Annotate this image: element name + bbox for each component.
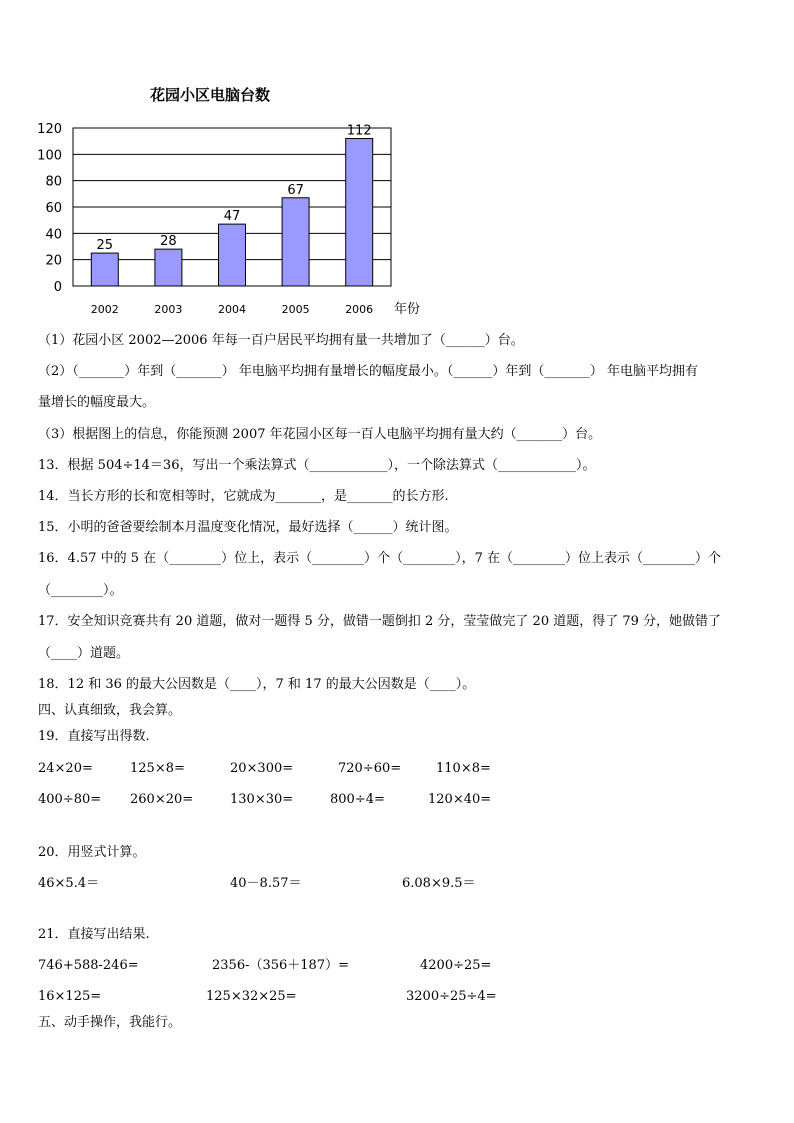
x-tick-label: 2004 xyxy=(218,303,246,316)
x-tick-label: 2002 xyxy=(90,303,119,316)
q19-item: 125×8= xyxy=(130,761,185,776)
bar xyxy=(346,139,373,286)
q19-item: 24×20= xyxy=(38,761,93,776)
question-16-line-1: 16．4.57 中的 5 在（________）位上，表示（________）个（________），7 在（________）位上表示（________）个 xyxy=(38,551,722,566)
question-13: 13．根据 504÷14＝36，写出一个乘法算式（____________），一个除法算式（____________）。 xyxy=(38,458,596,473)
data-label: 112 xyxy=(346,123,372,139)
x-axis-label: 年份 xyxy=(394,302,421,317)
question-20: 20．用竖式计算。 xyxy=(38,845,146,860)
data-label: 67 xyxy=(287,182,304,198)
q21-item: 2356-（356＋187）= xyxy=(212,958,349,973)
q21-item: 746+588-246= xyxy=(38,958,139,973)
data-label: 25 xyxy=(96,238,114,254)
q19-item: 130×30= xyxy=(230,792,294,807)
question-17-line-1: 17．安全知识竞赛共有 20 道题，做对一题得 5 分，做错一题倒扣 2 分，莹莹做完了 20 道题，得了 79 分，她做错了 xyxy=(38,614,722,629)
bar xyxy=(155,249,182,286)
data-label: 47 xyxy=(223,209,241,225)
y-tick-label: 40 xyxy=(45,227,62,243)
y-tick-label: 80 xyxy=(45,174,62,190)
q20-item: 40－8.57＝ xyxy=(230,876,302,891)
question-19: 19．直接写出得数. xyxy=(38,729,150,744)
y-tick-label: 100 xyxy=(37,148,62,164)
question-2-line-1: （2）（_______）年到（_______） 年电脑平均拥有量增长的幅度最小。（______）年到（_______） 年电脑平均拥有 xyxy=(38,364,699,379)
question-15: 15．小明的爸爸要绘制本月温度变化情况，最好选择（______）统计图。 xyxy=(38,520,458,535)
section-4-heading: 四、认真细致，我会算。 xyxy=(38,703,182,718)
data-label: 28 xyxy=(160,234,177,250)
q21-item: 3200÷25÷4= xyxy=(406,989,497,1004)
y-tick-label: 20 xyxy=(45,253,62,269)
q20-item: 46×5.4＝ xyxy=(38,876,100,891)
question-17-line-2: （____）道题。 xyxy=(38,646,130,661)
question-21: 21．直接写出结果. xyxy=(38,927,150,942)
x-tick-label: 2005 xyxy=(281,303,310,316)
question-14: 14．当长方形的长和宽相等时，它就成为_______，是_______的长方形. xyxy=(38,489,449,504)
q19-item: 720÷60= xyxy=(338,761,402,776)
q19-item: 110×8= xyxy=(436,761,491,776)
question-3: （3）根据图上的信息，你能预测 2007 年花园小区每一百人电脑平均拥有量大约（_______）台。 xyxy=(38,427,602,442)
q21-item: 16×125= xyxy=(38,989,102,1004)
q21-item: 4200÷25= xyxy=(420,958,492,973)
y-tick-label: 120 xyxy=(37,122,62,137)
q21-item: 125×32×25= xyxy=(206,989,297,1004)
y-tick-label: 60 xyxy=(45,201,62,216)
x-tick-label: 2003 xyxy=(154,303,183,316)
q19-item: 260×20= xyxy=(130,792,194,807)
bar-chart xyxy=(0,0,794,330)
chart-title: 花园小区电脑台数 xyxy=(150,86,271,104)
q19-item: 800÷4= xyxy=(330,792,385,807)
bar xyxy=(282,198,309,286)
bar xyxy=(91,253,118,286)
question-16-line-2: （________）。 xyxy=(38,583,123,598)
bar xyxy=(219,224,246,286)
question-2-line-2: 量增长的幅度最大。 xyxy=(38,395,156,410)
q19-item: 20×300= xyxy=(230,761,294,776)
q20-item: 6.08×9.5＝ xyxy=(402,876,476,891)
question-18: 18．12 和 36 的最大公因数是（____），7 和 17 的最大公因数是（____）。 xyxy=(38,677,476,692)
q19-item: 400÷80= xyxy=(38,792,102,807)
q19-item: 120×40= xyxy=(428,792,492,807)
y-tick-label: 0 xyxy=(53,280,62,295)
x-tick-label: 2006 xyxy=(345,303,374,316)
section-5-heading: 五、动手操作，我能行。 xyxy=(38,1015,182,1030)
question-1: （1）花园小区 2002—2006 年每一百户居民平均拥有量一共增加了（______）台。 xyxy=(38,333,524,348)
